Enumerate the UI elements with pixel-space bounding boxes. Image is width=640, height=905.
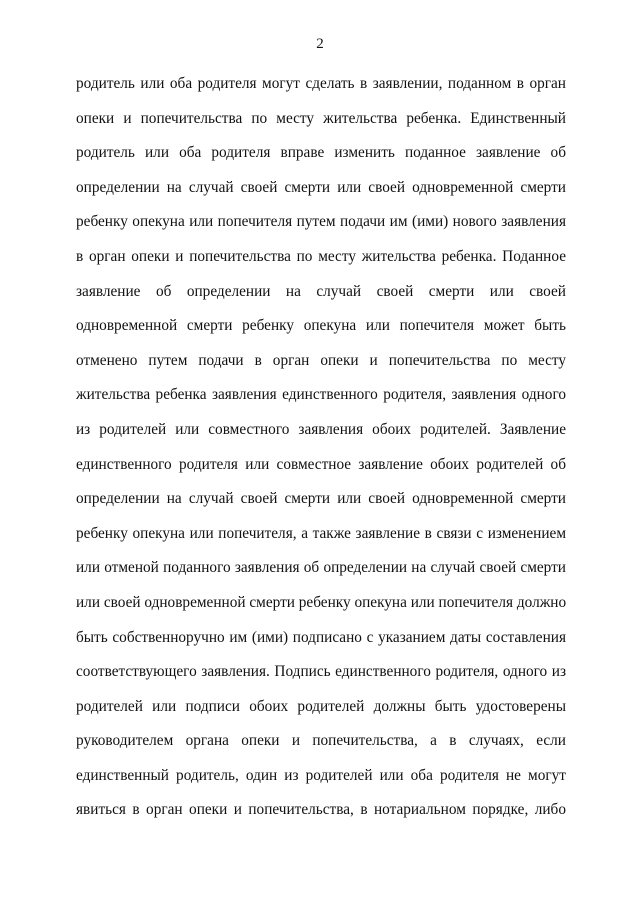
text-line: в орган опеки и попечительства по месту жительства ребенка. Поданное (76, 247, 566, 265)
text-line: или отменой поданного заявления об определении на случай своей смерти (76, 559, 566, 577)
page-number: 2 (316, 36, 324, 52)
text-line: определении на случай своей смерти или своей одновременной смерти (76, 490, 566, 508)
text-line: отменено путем подачи в орган опеки и попечительства по месту (76, 351, 566, 369)
text-line: или своей одновременной смерти ребенку опекуна или попечителя должно (76, 593, 567, 611)
text-line: опеки и попечительства по месту жительства ребенка. Единственный (76, 109, 566, 127)
text-line: быть собственноручно им (ими) подписано с указанием даты составления (76, 628, 566, 646)
text-line: единственный родитель, один из родителей или оба родителя не могут (76, 766, 566, 784)
text-line: родитель или оба родителя вправе изменить поданное заявление об (76, 144, 566, 162)
text-line: определении на случай своей смерти или своей одновременной смерти (76, 178, 566, 196)
text-line: одновременной смерти ребенку опекуна или попечителя может быть (76, 317, 566, 335)
text-line: жительства ребенка заявления единственного родителя, заявления одного (76, 386, 566, 404)
body-paragraph (76, 74, 566, 835)
text-line: родитель или оба родителя могут сделать в заявлении, поданном в орган (76, 75, 566, 92)
text-line: ребенку опекуна или попечителя, а также заявление в связи с изменением (76, 524, 566, 542)
text-line: из родителей или совместного заявления обоих родителей. Заявление (76, 420, 566, 438)
text-line: единственного родителя или совместное заявление обоих родителей об (76, 455, 566, 473)
text-line: соответствующего заявления. Подпись единственного родителя, одного из (76, 663, 566, 681)
text-line: руководителем органа опеки и попечительства, а в случаях, если (76, 732, 566, 750)
text-line: явиться в орган опеки и попечительства, в нотариальном порядке, либо (76, 801, 566, 819)
text-line: заявление об определении на случай своей смерти или своей (76, 282, 566, 300)
text-line: родителей или подписи обоих родителей должны быть удостоверены (76, 697, 566, 715)
text-line: ребенку опекуна или попечителя путем подачи им (ими) нового заявления (76, 213, 566, 231)
